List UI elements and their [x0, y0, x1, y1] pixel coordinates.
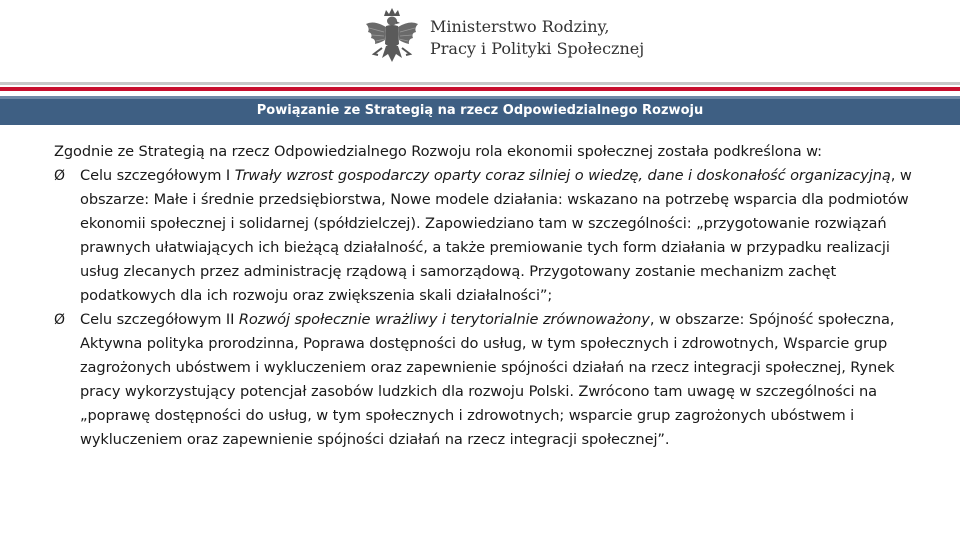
ministry-name-line-2: Pracy i Polityki Społecznej — [430, 39, 645, 58]
bullet-prefix: Celu szczegółowym I — [80, 167, 235, 184]
section-title-banner — [0, 96, 960, 125]
bullet-goal-title: Trwały wzrost gospodarczy oparty coraz silniej o wiedzę, dane i doskonałość organizacyjną — [234, 167, 891, 184]
bullet-item-goal-1 — [54, 164, 922, 308]
banner-top-line — [0, 96, 960, 99]
header — [0, 0, 960, 80]
bullet-item-goal-2 — [54, 308, 922, 452]
white-eagle-emblem-icon — [364, 6, 420, 72]
bullet-goal-title: Rozwój społecznie wrażliwy i terytorialnie zrównoważony — [238, 311, 650, 328]
intro-paragraph: Zgodnie ze Strategią na rzecz Odpowiedzialnego Rozwoju rola ekonomii społecznej została podkreślona w: — [54, 143, 822, 160]
gray-divider-stripe — [0, 82, 960, 85]
ministry-name — [430, 16, 644, 60]
slide-body — [54, 140, 922, 452]
ministry-name-line-1: Ministerstwo Rodziny, — [430, 17, 610, 36]
arrow-bullet-icon: Ø — [54, 168, 65, 184]
red-divider-stripe — [0, 87, 960, 91]
bullet-body: , w obszarze: Spójność społeczna, Aktywna polityka prorodzinna, Poprawa dostępności do usług, w tym społecznych i zdrowotnych, Wsparcie grup zagrożonych ubóstwem i wykluczeniem oraz zapewnienie spójności działań na rzecz integracji społecznej, Rynek pracy wykorzystujący potencjał zasobów ludzkich dla rozwoju Polski. Zwrócono tam uwagę w szczególności na „poprawę dostępności do usług, w tym społecznych i zdrowotnych; wsparcie grup zagrożonych ubóstwem i wykluczeniem oraz zapewnienie spójności działań na rzecz integracji społecznej”. — [80, 311, 895, 448]
section-title: Powiązanie ze Strategią na rzecz Odpowiedzialnego Rozwoju — [256, 103, 704, 118]
bullet-prefix: Celu szczegółowym II — [80, 311, 239, 328]
arrow-bullet-icon: Ø — [54, 312, 65, 328]
bullet-body: , w obszarze: Małe i średnie przedsiębiorstwa, Nowe modele działania: wskazano na potrzebę wsparcia dla podmiotów ekonomii społecznej i solidarnej (spółdzielczej). Zapowiedziano tam w szczególności: „przygotowanie rozwiązań prawnych ułatwiających ich bieżącą działalność, a także premiowanie tych form działania w przypadku realizacji usług zlecanych przez administrację rządową i samorządową. Przygotowany zostanie mechanizm zachęt podatkowych dla ich rozwoju oraz zwiększenia skali działalności”; — [80, 167, 912, 304]
